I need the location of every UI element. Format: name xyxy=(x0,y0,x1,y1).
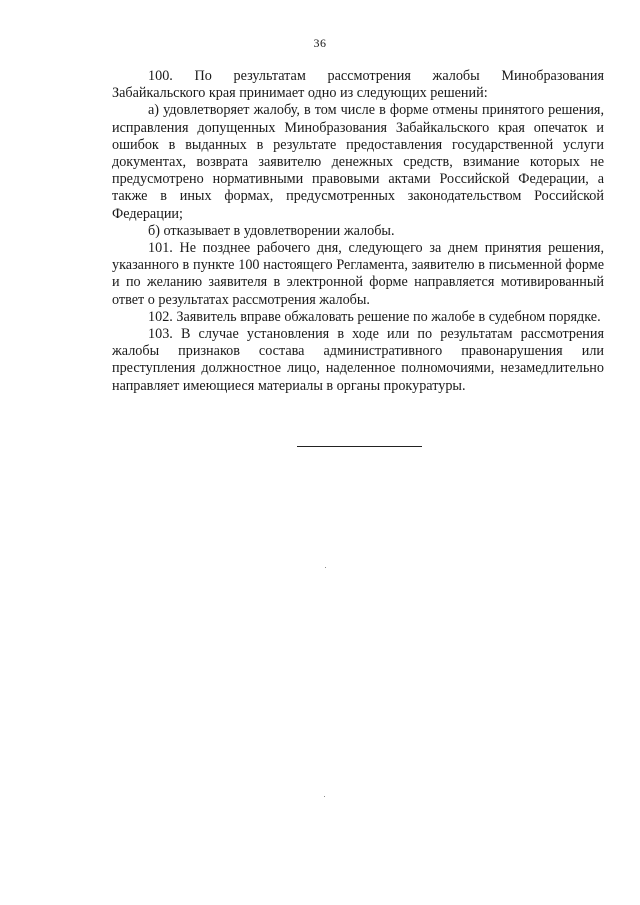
scan-speck xyxy=(325,567,326,568)
scan-speck xyxy=(324,796,325,797)
paragraph-101: 101. Не позднее рабочего дня, следующего за днем принятия решения, указанного в пункте 100 настоящего Регламента, заявителю в письменной форме и по желанию заявителя в электронной форме направляется мотивированный ответ о результатах рассмотрения жалобы. xyxy=(112,240,604,308)
paragraph-100: 100. По результатам рассмотрения жалобы Минобразования Забайкальского края принимает одно из следующих решений: xyxy=(112,68,604,102)
paragraph-100-a: а) удовлетворяет жалобу, в том числе в форме отмены принятого решения, исправления допущенных Минобразования Забайкальского края опечаток и ошибок в выданных в результате предоставления государственной услуги документах, возврата заявителю денежных средств, взимание которых не предусмотрено нормативными правовыми актами Российской Федерации, а также в иных формах, предусмотренных законодательством Российской Федерации; xyxy=(112,102,604,222)
document-body xyxy=(112,68,604,395)
end-separator-line xyxy=(297,446,422,447)
page-number: 36 xyxy=(313,36,327,50)
paragraph-100-b: б) отказывает в удовлетворении жалобы. xyxy=(148,222,395,239)
paragraph-103: 103. В случае установления в ходе или по результатам рассмотрения жалобы признаков состава административного правонарушения или преступления должностное лицо, наделенное полномочиями, незамедлительно направляет имеющиеся материалы в органы прокуратуры. xyxy=(112,326,604,394)
paragraph-102: 102. Заявитель вправе обжаловать решение по жалобе в судебном порядке. xyxy=(148,308,601,325)
